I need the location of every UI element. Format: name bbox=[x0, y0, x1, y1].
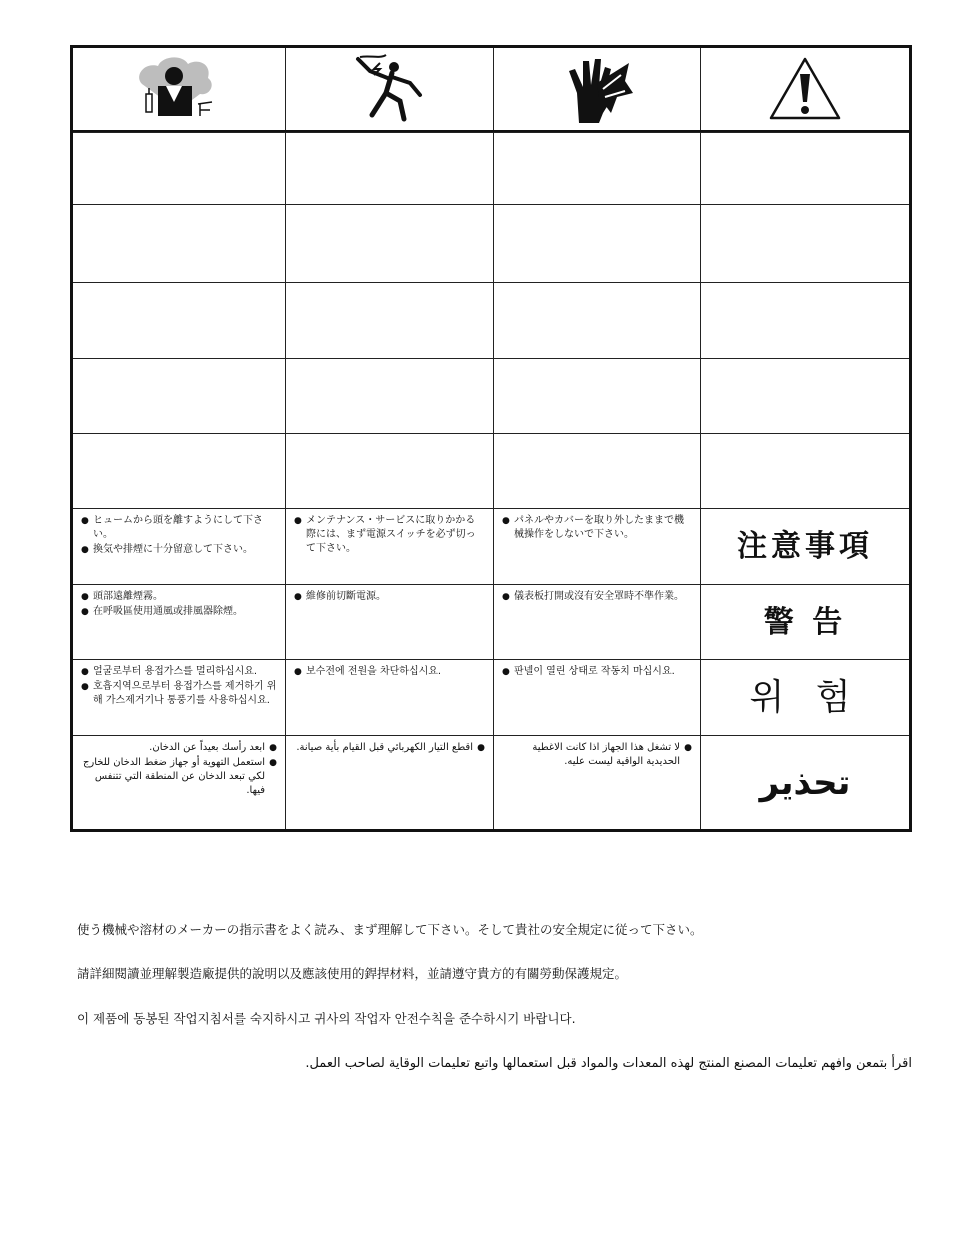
bullet: ● ヒュームから頭を離すようにして下さい。 bbox=[81, 514, 277, 542]
icon-cell-warning bbox=[700, 48, 909, 130]
bullet: ● استعمل التهوية أو جهاز ضغط الدخان للخارج لكي تبعد الدخان عن المنطقة التي تتنفس فيها. bbox=[81, 756, 277, 798]
chinese-moving-parts-text bbox=[493, 585, 700, 660]
bullet: ● 얼굴로부터 용접가스를 멀리하십시요. bbox=[81, 665, 277, 679]
korean-note: 이 제품에 동봉된 작업지침서를 숙지하시고 귀사의 작업자 안전수칙을 준수하시기 바랍니다. bbox=[77, 1011, 576, 1026]
korean-shock-text bbox=[285, 660, 493, 736]
bullet: ● 頭部遠離煙霧。 bbox=[81, 590, 277, 604]
empty-cell bbox=[285, 133, 493, 205]
arabic-fumes-text bbox=[73, 736, 285, 829]
bullet: ● اقطع التيار الكهربائي قبل القيام بأية صيانة. bbox=[294, 741, 485, 755]
bullet: ● 호흡지역으로부터 용접가스를 제거하기 위해 가스제거기나 통풍기를 사용하십시요. bbox=[81, 680, 277, 708]
moving-parts-hand-icon bbox=[559, 53, 635, 125]
bullet: ● 儀表板打開或沒有安全罩時不準作業。 bbox=[502, 590, 692, 604]
chinese-row bbox=[73, 584, 909, 660]
arabic-moving-parts-text bbox=[493, 736, 700, 829]
arabic-row bbox=[73, 735, 909, 829]
japanese-row bbox=[73, 508, 909, 585]
japanese-note: 使う機械や溶材のメーカーの指示書をよく読み、まず理解して下さい。そして貴社の安全規定に従って下さい。 bbox=[77, 922, 703, 937]
korean-moving-parts-text bbox=[493, 660, 700, 736]
warning-triangle-icon bbox=[769, 56, 841, 122]
empty-cell bbox=[285, 205, 493, 283]
bullet: ● パネルやカバーを取り外したままで機械操作をしないで下さい。 bbox=[502, 514, 692, 542]
empty-cell bbox=[493, 283, 700, 359]
fume-inhalation-icon bbox=[134, 54, 224, 124]
bullet: ● 換気や排煙に十分留意して下さい。 bbox=[81, 543, 277, 557]
empty-cell bbox=[700, 283, 909, 359]
icon-cell-fumes bbox=[73, 48, 285, 130]
chinese-fumes-text bbox=[73, 585, 285, 660]
korean-row bbox=[73, 659, 909, 736]
arabic-signal-word: تحذير bbox=[700, 736, 909, 829]
empty-row-4 bbox=[73, 358, 909, 434]
bullet: ● ابعد رأسك بعيداً عن الدخان. bbox=[81, 741, 277, 755]
japanese-fumes-text bbox=[73, 509, 285, 585]
japanese-shock-text bbox=[285, 509, 493, 585]
bullet: ● 판넬이 열린 상태로 작동치 마십시요. bbox=[502, 665, 692, 679]
icon-row bbox=[73, 48, 909, 133]
empty-cell bbox=[700, 434, 909, 509]
empty-cell bbox=[73, 359, 285, 434]
electric-shock-icon bbox=[350, 53, 430, 125]
arabic-shock-text bbox=[285, 736, 493, 829]
empty-cell bbox=[285, 283, 493, 359]
empty-cell bbox=[700, 133, 909, 205]
empty-cell bbox=[700, 359, 909, 434]
icon-cell-shock bbox=[285, 48, 493, 130]
empty-row-5 bbox=[73, 433, 909, 509]
empty-cell bbox=[73, 434, 285, 509]
empty-cell bbox=[493, 133, 700, 205]
bullet: ● لا تشغل هذا الجهاز اذا كانت الاغطية الحديدية الواقية ليست عليه. bbox=[502, 741, 692, 769]
icon-cell-moving-parts bbox=[493, 48, 700, 130]
japanese-signal-word: 注意事項 bbox=[700, 509, 909, 585]
empty-row-1 bbox=[73, 132, 909, 205]
bullet: ● 在呼吸區使用通風或排風器除煙。 bbox=[81, 605, 277, 619]
empty-cell bbox=[493, 359, 700, 434]
empty-cell bbox=[285, 434, 493, 509]
japanese-moving-parts-text bbox=[493, 509, 700, 585]
empty-cell bbox=[285, 359, 493, 434]
bullet: ● 維修前切斷電源。 bbox=[294, 590, 485, 604]
korean-fumes-text bbox=[73, 660, 285, 736]
empty-cell bbox=[493, 434, 700, 509]
empty-row-3 bbox=[73, 282, 909, 359]
bullet: ● 보수전에 전원을 차단하십시요. bbox=[294, 665, 485, 679]
korean-signal-word: 위 험 bbox=[700, 660, 909, 736]
empty-cell bbox=[73, 205, 285, 283]
bullet: ● メンテナンス・サービスに取りかかる際には、まず電源スイッチを必ず切って下さい。 bbox=[294, 514, 485, 556]
chinese-note: 請詳細閱讀並理解製造廠提供的說明以及應該使用的銲捍材料，並請遵守貴方的有關勞動保護規定。 bbox=[77, 966, 628, 981]
safety-warning-table bbox=[70, 45, 912, 832]
empty-cell bbox=[700, 205, 909, 283]
arabic-note: اقرأ بتمعن وافهم تعليمات المصنع المنتج لهذه المعدات والمواد قبل استعمالها واتبع تعليمات الوقاية لصاحب العمل. bbox=[305, 1056, 912, 1071]
empty-cell bbox=[493, 205, 700, 283]
chinese-shock-text bbox=[285, 585, 493, 660]
empty-cell bbox=[73, 283, 285, 359]
chinese-signal-word: 警 告 bbox=[700, 585, 909, 660]
empty-cell bbox=[73, 133, 285, 205]
empty-row-2 bbox=[73, 204, 909, 283]
